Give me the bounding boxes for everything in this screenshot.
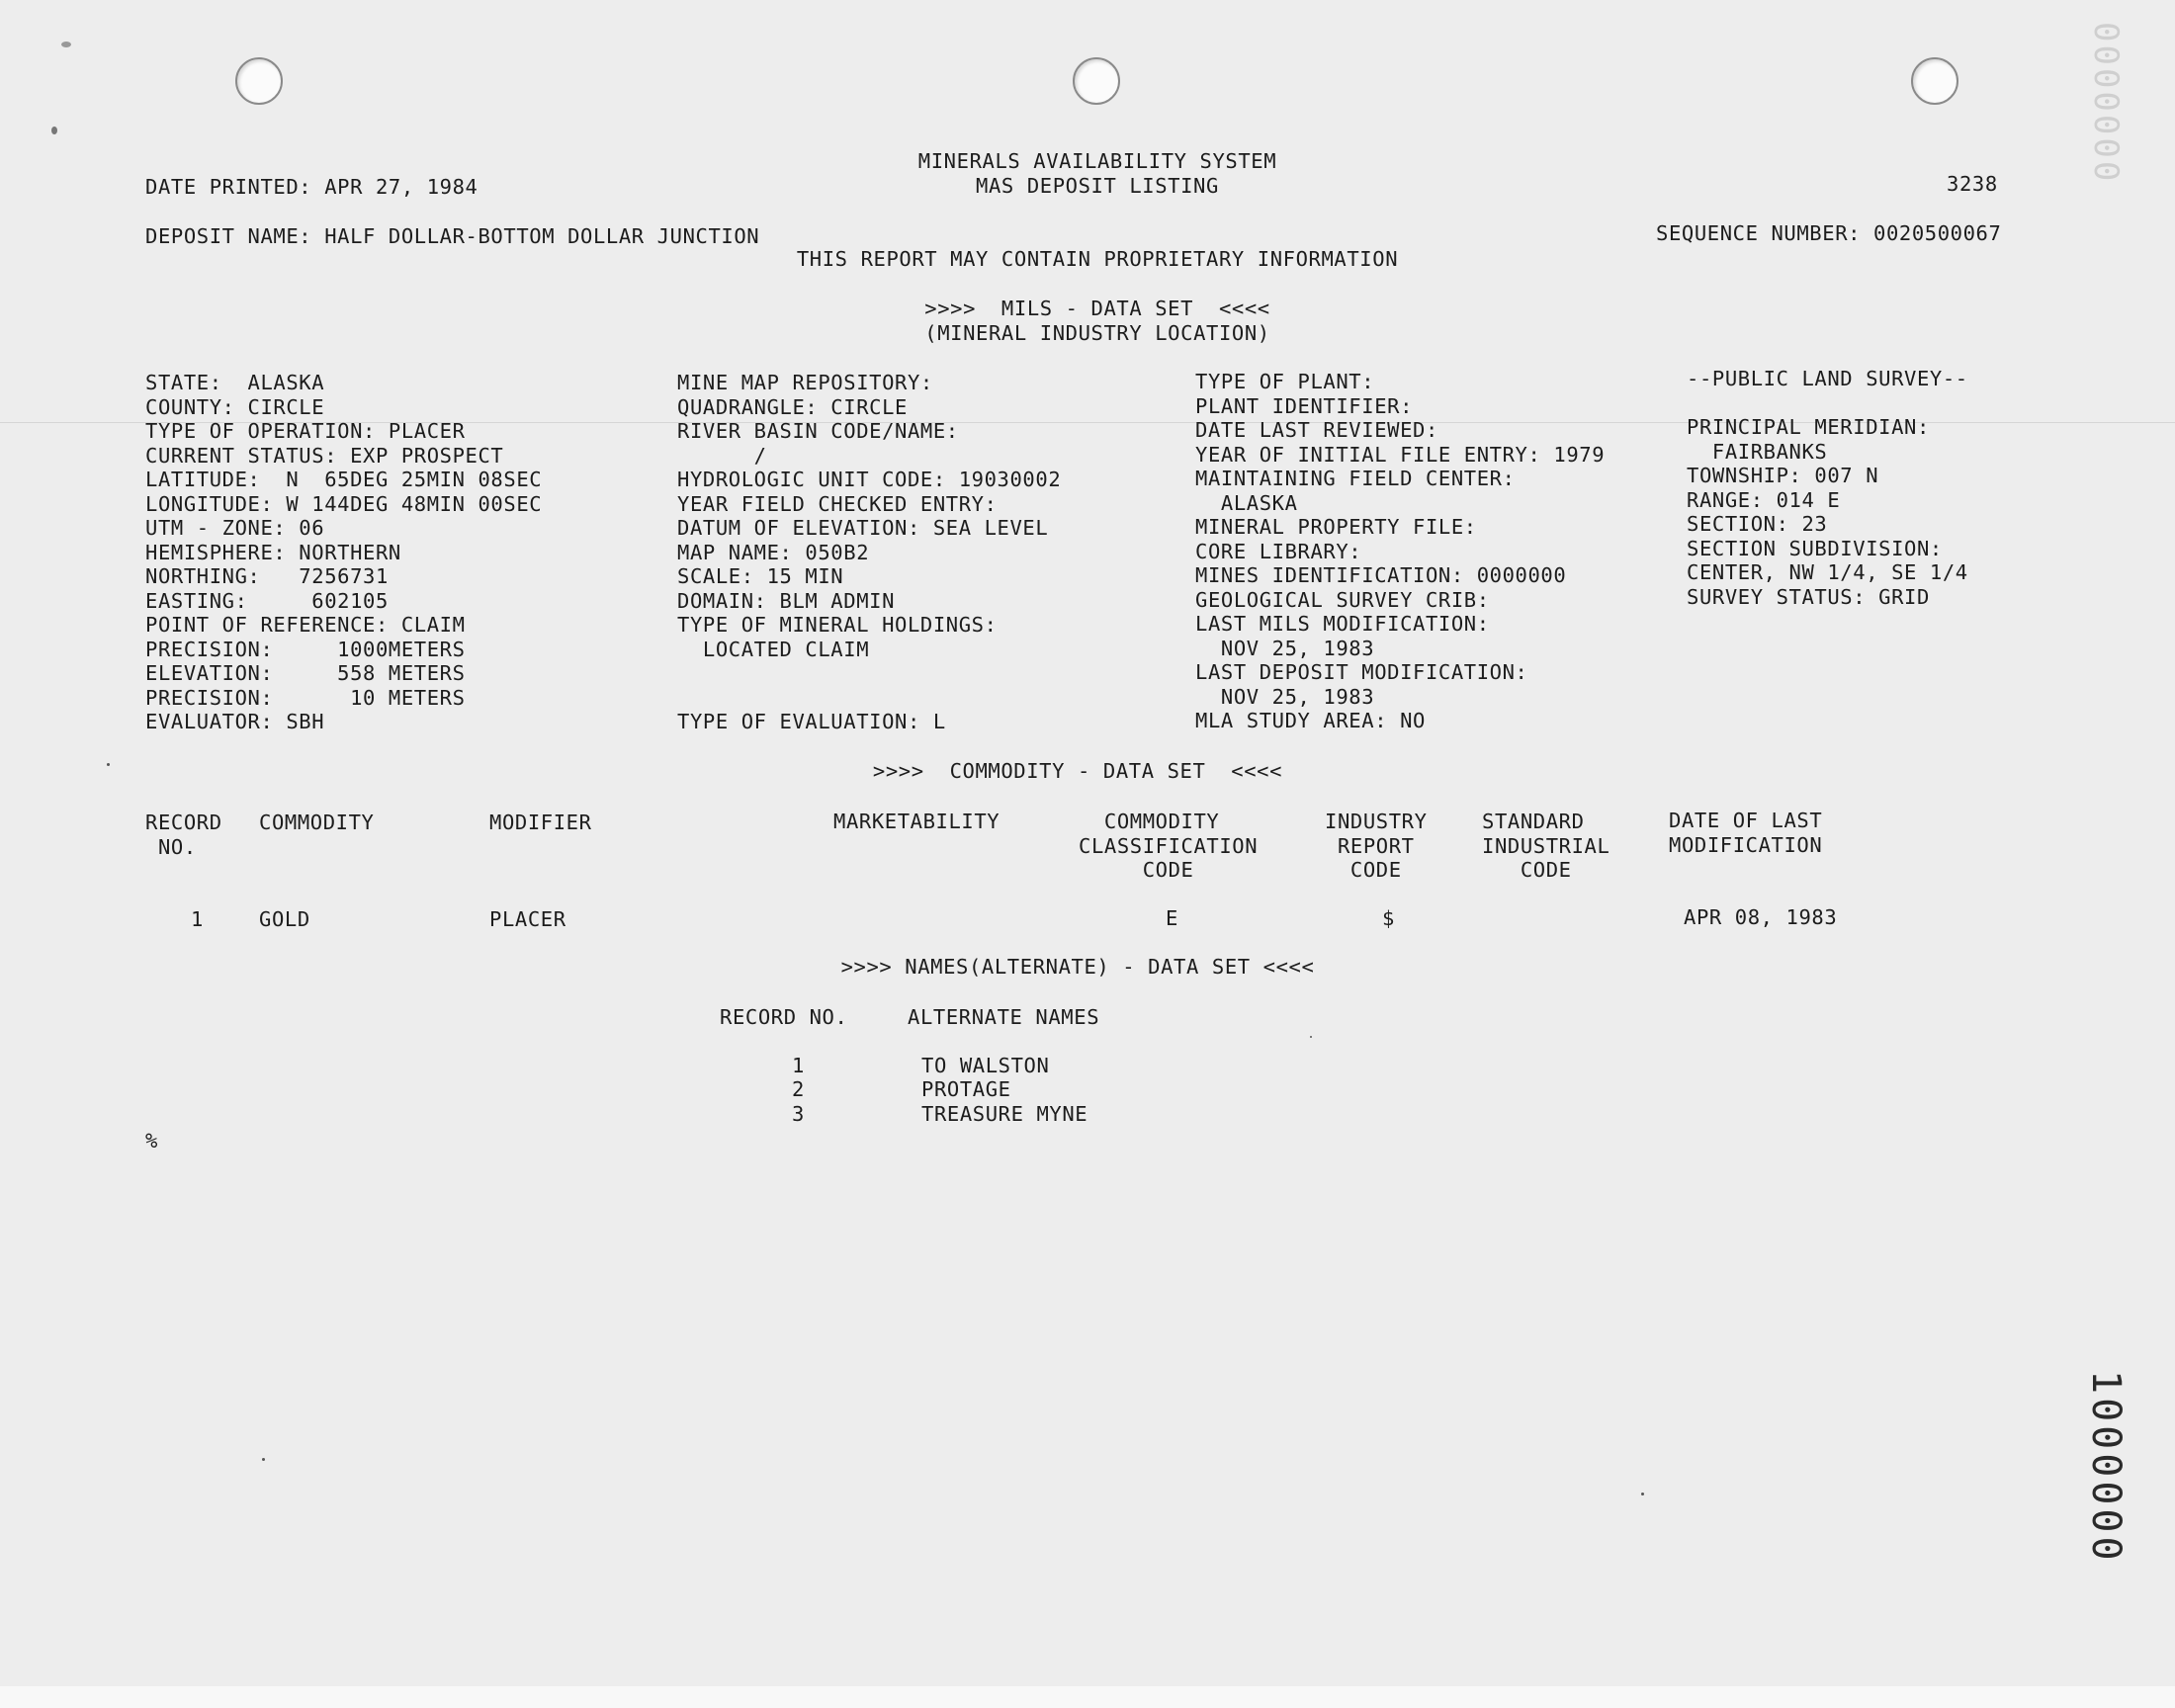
mils-field-line: --PUBLIC LAND SURVEY-- — [1687, 367, 1968, 390]
commodity-header-marketability: MARKETABILITY — [833, 810, 1000, 833]
mils-field-line: MAP NAME: 050B2 — [677, 540, 870, 564]
mils-field-line: COUNTY: CIRCLE — [145, 394, 325, 419]
commodity-section-title: >>>> COMMODITY - DATA SET <<<< — [872, 759, 1283, 783]
mils-field-line: PRECISION: 1000METERS — [145, 637, 466, 661]
speck — [262, 1458, 265, 1461]
mils-field-line: HYDROLOGIC UNIT CODE: 19030002 — [677, 468, 1062, 491]
speck — [51, 127, 57, 134]
names-section-title: >>>> NAMES(ALTERNATE) - DATA SET <<<< — [840, 955, 1315, 979]
mils-section-title: >>>> MILS - DATA SET <<<< — [924, 297, 1270, 320]
mils-field-line: LONGITUDE: W 144DEG 48MIN 00SEC — [145, 491, 543, 516]
mils-field-line: DATE LAST REVIEWED: — [1195, 418, 1438, 442]
system-title: MINERALS AVAILABILITY SYSTEM — [917, 149, 1277, 173]
mils-field-line: PRINCIPAL MERIDIAN: — [1687, 415, 1930, 439]
commodity-header-commodity: COMMODITY — [259, 811, 375, 834]
mils-field-line: ALASKA — [1195, 490, 1298, 515]
mils-field-line: CURRENT STATUS: EXP PROSPECT — [145, 443, 504, 468]
speck — [61, 42, 71, 47]
mils-field-line: PLANT IDENTIFIER: — [1195, 393, 1414, 418]
mils-field-line: RANGE: 014 E — [1687, 487, 1841, 512]
sequence-number: SEQUENCE NUMBER: 0020500067 — [1656, 221, 2002, 245]
mils-field-line: SURVEY STATUS: GRID — [1687, 584, 1930, 609]
mils-field-line: MLA STUDY AREA: NO — [1195, 709, 1426, 732]
binder-hole-right — [1911, 57, 1958, 105]
commodity-industry-code: $ — [1382, 906, 1395, 930]
commodity-name: GOLD — [259, 907, 310, 931]
mils-field-line: SECTION SUBDIVISION: — [1687, 536, 1943, 560]
mils-field-line: LAST MILS MODIFICATION: — [1195, 612, 1490, 636]
deposit-name: DEPOSIT NAME: HALF DOLLAR-BOTTOM DOLLAR JUNCTION — [145, 224, 760, 248]
binder-hole-center — [1073, 57, 1120, 105]
mils-field-line: FAIRBANKS — [1687, 439, 1828, 464]
alternate-name: TREASURE MYNE — [921, 1102, 1088, 1126]
speck — [1641, 1493, 1644, 1495]
mils-field-line: TYPE OF OPERATION: PLACER — [145, 419, 466, 443]
commodity-header-industry: INDUSTRY REPORT CODE — [1325, 810, 1428, 882]
speck — [1310, 1036, 1312, 1038]
commodity-header-last-modification: DATE OF LAST MODIFICATION — [1669, 809, 1823, 857]
page-bottom-edge — [0, 1686, 2175, 1708]
names-record: 1 — [792, 1054, 805, 1077]
commodity-header-modifier: MODIFIER — [489, 811, 592, 834]
commodity-modifier: PLACER — [489, 907, 566, 931]
mils-field-line: HEMISPHERE: NORTHERN — [145, 540, 401, 564]
mils-field-line: MAINTAINING FIELD CENTER: — [1195, 467, 1516, 490]
mils-field-line: LATITUDE: N 65DEG 25MIN 08SEC — [145, 468, 543, 491]
mils-field-line: EASTING: 602105 — [145, 588, 389, 613]
mils-field-line: YEAR FIELD CHECKED ENTRY: — [677, 491, 998, 516]
mils-field-line: TOWNSHIP: 007 N — [1687, 464, 1879, 487]
mils-field-line: GEOLOGICAL SURVEY CRIB: — [1195, 587, 1490, 612]
mils-field-line: DOMAIN: BLM ADMIN — [677, 588, 896, 613]
mils-field-line: LOCATED CLAIM — [677, 637, 870, 661]
mils-section-subtitle: (MINERAL INDUSTRY LOCATION) — [924, 321, 1270, 345]
mils-field-line: TYPE OF PLANT: — [1195, 370, 1375, 393]
commodity-classification: E — [1166, 906, 1178, 930]
mils-field-line: CORE LIBRARY: — [1195, 539, 1362, 563]
alternate-name: TO WALSTON — [921, 1054, 1050, 1077]
mils-field-line: TYPE OF EVALUATION: L — [677, 710, 946, 733]
commodity-record: 1 — [191, 907, 204, 931]
mils-field-line: NOV 25, 1983 — [1195, 636, 1375, 660]
mils-field-line: MINES IDENTIFICATION: 0000000 — [1195, 563, 1567, 587]
proprietary-notice: THIS REPORT MAY CONTAIN PROPRIETARY INFORMATION — [796, 247, 1399, 271]
mils-field-line: STATE: ALASKA — [145, 371, 325, 394]
mils-field-line: SECTION: 23 — [1687, 512, 1828, 536]
mils-field-line: / — [677, 443, 767, 468]
side-stamp-bottom: 1000000 — [2083, 1370, 2129, 1565]
names-record: 3 — [792, 1102, 805, 1126]
mils-field-line: CENTER, NW 1/4, SE 1/4 — [1687, 560, 1968, 584]
date-printed: DATE PRINTED: APR 27, 1984 — [145, 175, 478, 199]
speck — [107, 763, 110, 766]
mils-field-line: RIVER BASIN CODE/NAME: — [677, 419, 959, 443]
footer-mark: % — [145, 1129, 158, 1153]
mils-field-line: NORTHING: 7256731 — [145, 564, 389, 588]
listing-title: MAS DEPOSIT LISTING — [976, 174, 1219, 198]
mils-field-line: QUADRANGLE: CIRCLE — [677, 394, 908, 419]
names-header-record: RECORD NO. — [720, 1005, 848, 1029]
mils-field-line: UTM - ZONE: 06 — [145, 516, 325, 540]
mils-field-line: SCALE: 15 MIN — [677, 564, 844, 588]
mils-field-line: LAST DEPOSIT MODIFICATION: — [1195, 660, 1528, 684]
mils-field-line: EVALUATOR: SBH — [145, 710, 325, 733]
mils-field-line: TYPE OF MINERAL HOLDINGS: — [677, 613, 998, 637]
mils-field-line: ELEVATION: 558 METERS — [145, 661, 466, 685]
mils-field-line: DATUM OF ELEVATION: SEA LEVEL — [677, 516, 1049, 540]
alternate-name: PROTAGE — [921, 1077, 1011, 1101]
mils-field-line: POINT OF REFERENCE: CLAIM — [145, 613, 466, 637]
commodity-header-sic: STANDARD INDUSTRIAL CODE — [1482, 810, 1610, 882]
commodity-header-classification: COMMODITY CLASSIFICATION CODE — [1079, 810, 1259, 882]
mils-field-line: MINE MAP REPOSITORY: — [677, 371, 933, 394]
binder-hole-left — [235, 57, 283, 105]
names-record: 2 — [792, 1077, 805, 1101]
mils-field-line: YEAR OF INITIAL FILE ENTRY: 1979 — [1195, 442, 1606, 467]
mils-field-line: MINERAL PROPERTY FILE: — [1195, 515, 1477, 539]
side-stamp-top: 0000000 — [2086, 22, 2126, 185]
mils-field-line: PRECISION: 10 METERS — [145, 685, 466, 710]
commodity-header-record: RECORD NO. — [145, 811, 222, 859]
page-number: 3238 — [1947, 172, 1998, 196]
commodity-last-modification: APR 08, 1983 — [1684, 905, 1838, 929]
mils-field-line: NOV 25, 1983 — [1195, 684, 1375, 709]
names-header-alternate: ALTERNATE NAMES — [908, 1005, 1100, 1029]
